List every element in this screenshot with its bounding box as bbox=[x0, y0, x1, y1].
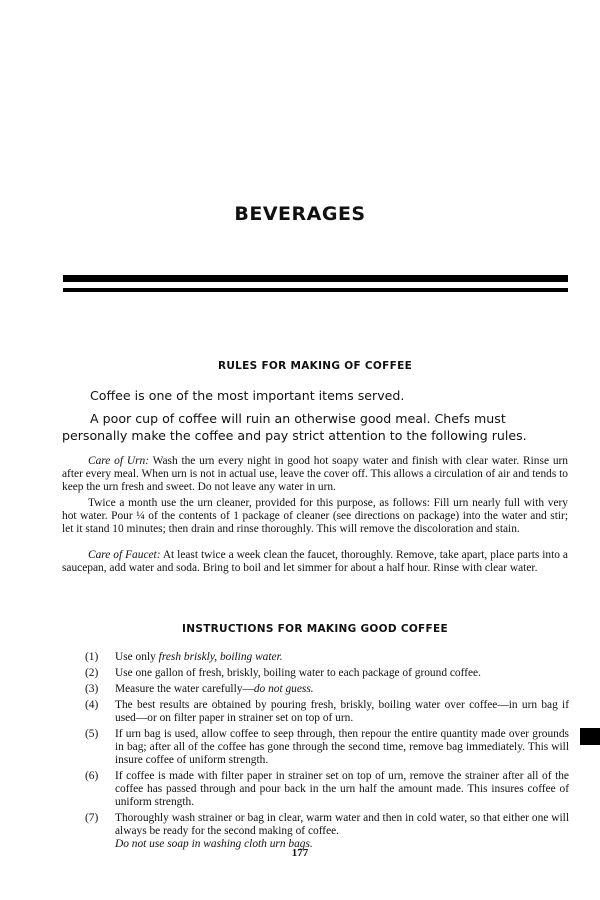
care-of-faucet-text: At least twice a week clean the faucet, thoroughly. Remove, take apart, place parts into a saucepan, add water and soda. Bring to boil and let simmer for about a half hour. Rinse with clear water. bbox=[62, 549, 568, 574]
divider-rule-thick bbox=[63, 275, 568, 282]
urn-cleaner-text: Twice a month use the urn cleaner, provided for this purpose, as follows: Fill urn nearly full with very hot water. Pour ¼ of the contents of 1 package of cleaner (see directions on package) into the water and stir; let it stand 10 minutes; then drain and rinse thoroughly. This will remove the discoloration and stain. bbox=[62, 497, 568, 535]
page-number: 177 bbox=[291, 847, 309, 859]
list-item-number: (2) bbox=[85, 667, 99, 679]
list-item bbox=[85, 770, 569, 809]
list-item bbox=[85, 728, 569, 767]
list-item-text: Thoroughly wash strainer or bag in clear, warm water and then in cold water, so that either one will always be ready for the second making of coffee. Do not use soap in washing cloth urn bags. bbox=[115, 812, 569, 850]
list-item-number: (7) bbox=[85, 812, 99, 824]
urn-cleaner-paragraph bbox=[62, 497, 568, 536]
list-item-text: Measure the water carefully—do not guess. bbox=[115, 683, 314, 695]
list-item-number: (3) bbox=[85, 683, 99, 695]
care-of-urn-label: Care of Urn: bbox=[88, 455, 149, 467]
lead-text-2: A poor cup of coffee will ruin an otherwise good meal. Chefs must personally make the coffee and pay strict attention to the following rules. bbox=[62, 411, 527, 443]
list-item-text: The best results are obtained by pouring fresh, briskly, boiling water over coffee—in urn bag if used—or on filter paper in strainer set on top of urn. bbox=[115, 699, 569, 724]
list-item bbox=[85, 812, 569, 851]
list-item bbox=[85, 667, 569, 680]
care-of-faucet-paragraph bbox=[62, 549, 568, 575]
list-item bbox=[85, 699, 569, 725]
instructions-list bbox=[85, 651, 569, 854]
list-item-number: (4) bbox=[85, 699, 99, 711]
care-of-faucet-label: Care of Faucet: bbox=[88, 549, 161, 561]
list-item-text: If urn bag is used, allow coffee to seep through, then repour the entire quantity made over grounds in bag; after all of the coffee has gone through the second time, remove bag immediately. This will insure coffee of uniform strength. bbox=[115, 728, 569, 766]
lead-paragraph-1 bbox=[62, 387, 568, 404]
list-item bbox=[85, 651, 569, 664]
list-item-text: Use only fresh briskly, boiling water. bbox=[115, 651, 283, 663]
list-item-text: If coffee is made with filter paper in strainer set on top of urn, remove the strainer after all of the coffee has passed through and pour back in the urn half the amount made. This insures coffee of uniform strength. bbox=[115, 770, 569, 808]
list-item-number: (6) bbox=[85, 770, 99, 782]
list-item-text: Use one gallon of fresh, briskly, boiling water to each package of ground coffee. bbox=[115, 667, 481, 679]
care-of-urn-paragraph bbox=[62, 455, 568, 494]
divider-rule-thin bbox=[63, 288, 568, 292]
list-item-number: (5) bbox=[85, 728, 99, 740]
lead-text-1: Coffee is one of the most important items served. bbox=[90, 388, 405, 403]
thumb-index-tab bbox=[580, 728, 600, 745]
rules-heading: RULES FOR MAKING OF COFFEE bbox=[217, 360, 413, 372]
page-title: BEVERAGES bbox=[234, 203, 366, 225]
instructions-heading: INSTRUCTIONS FOR MAKING GOOD COFFEE bbox=[182, 623, 448, 635]
lead-paragraph-2 bbox=[62, 410, 568, 444]
list-item-number: (1) bbox=[85, 651, 99, 663]
care-of-urn-text: Wash the urn every night in good hot soapy water and finish with clear water. Rinse urn after every meal. When urn is not in actual use, leave the cover off. This allows a circulation of air and tends to keep the urn fresh and sweet. Do not leave any water in urn. bbox=[62, 455, 568, 493]
list-item bbox=[85, 683, 569, 696]
